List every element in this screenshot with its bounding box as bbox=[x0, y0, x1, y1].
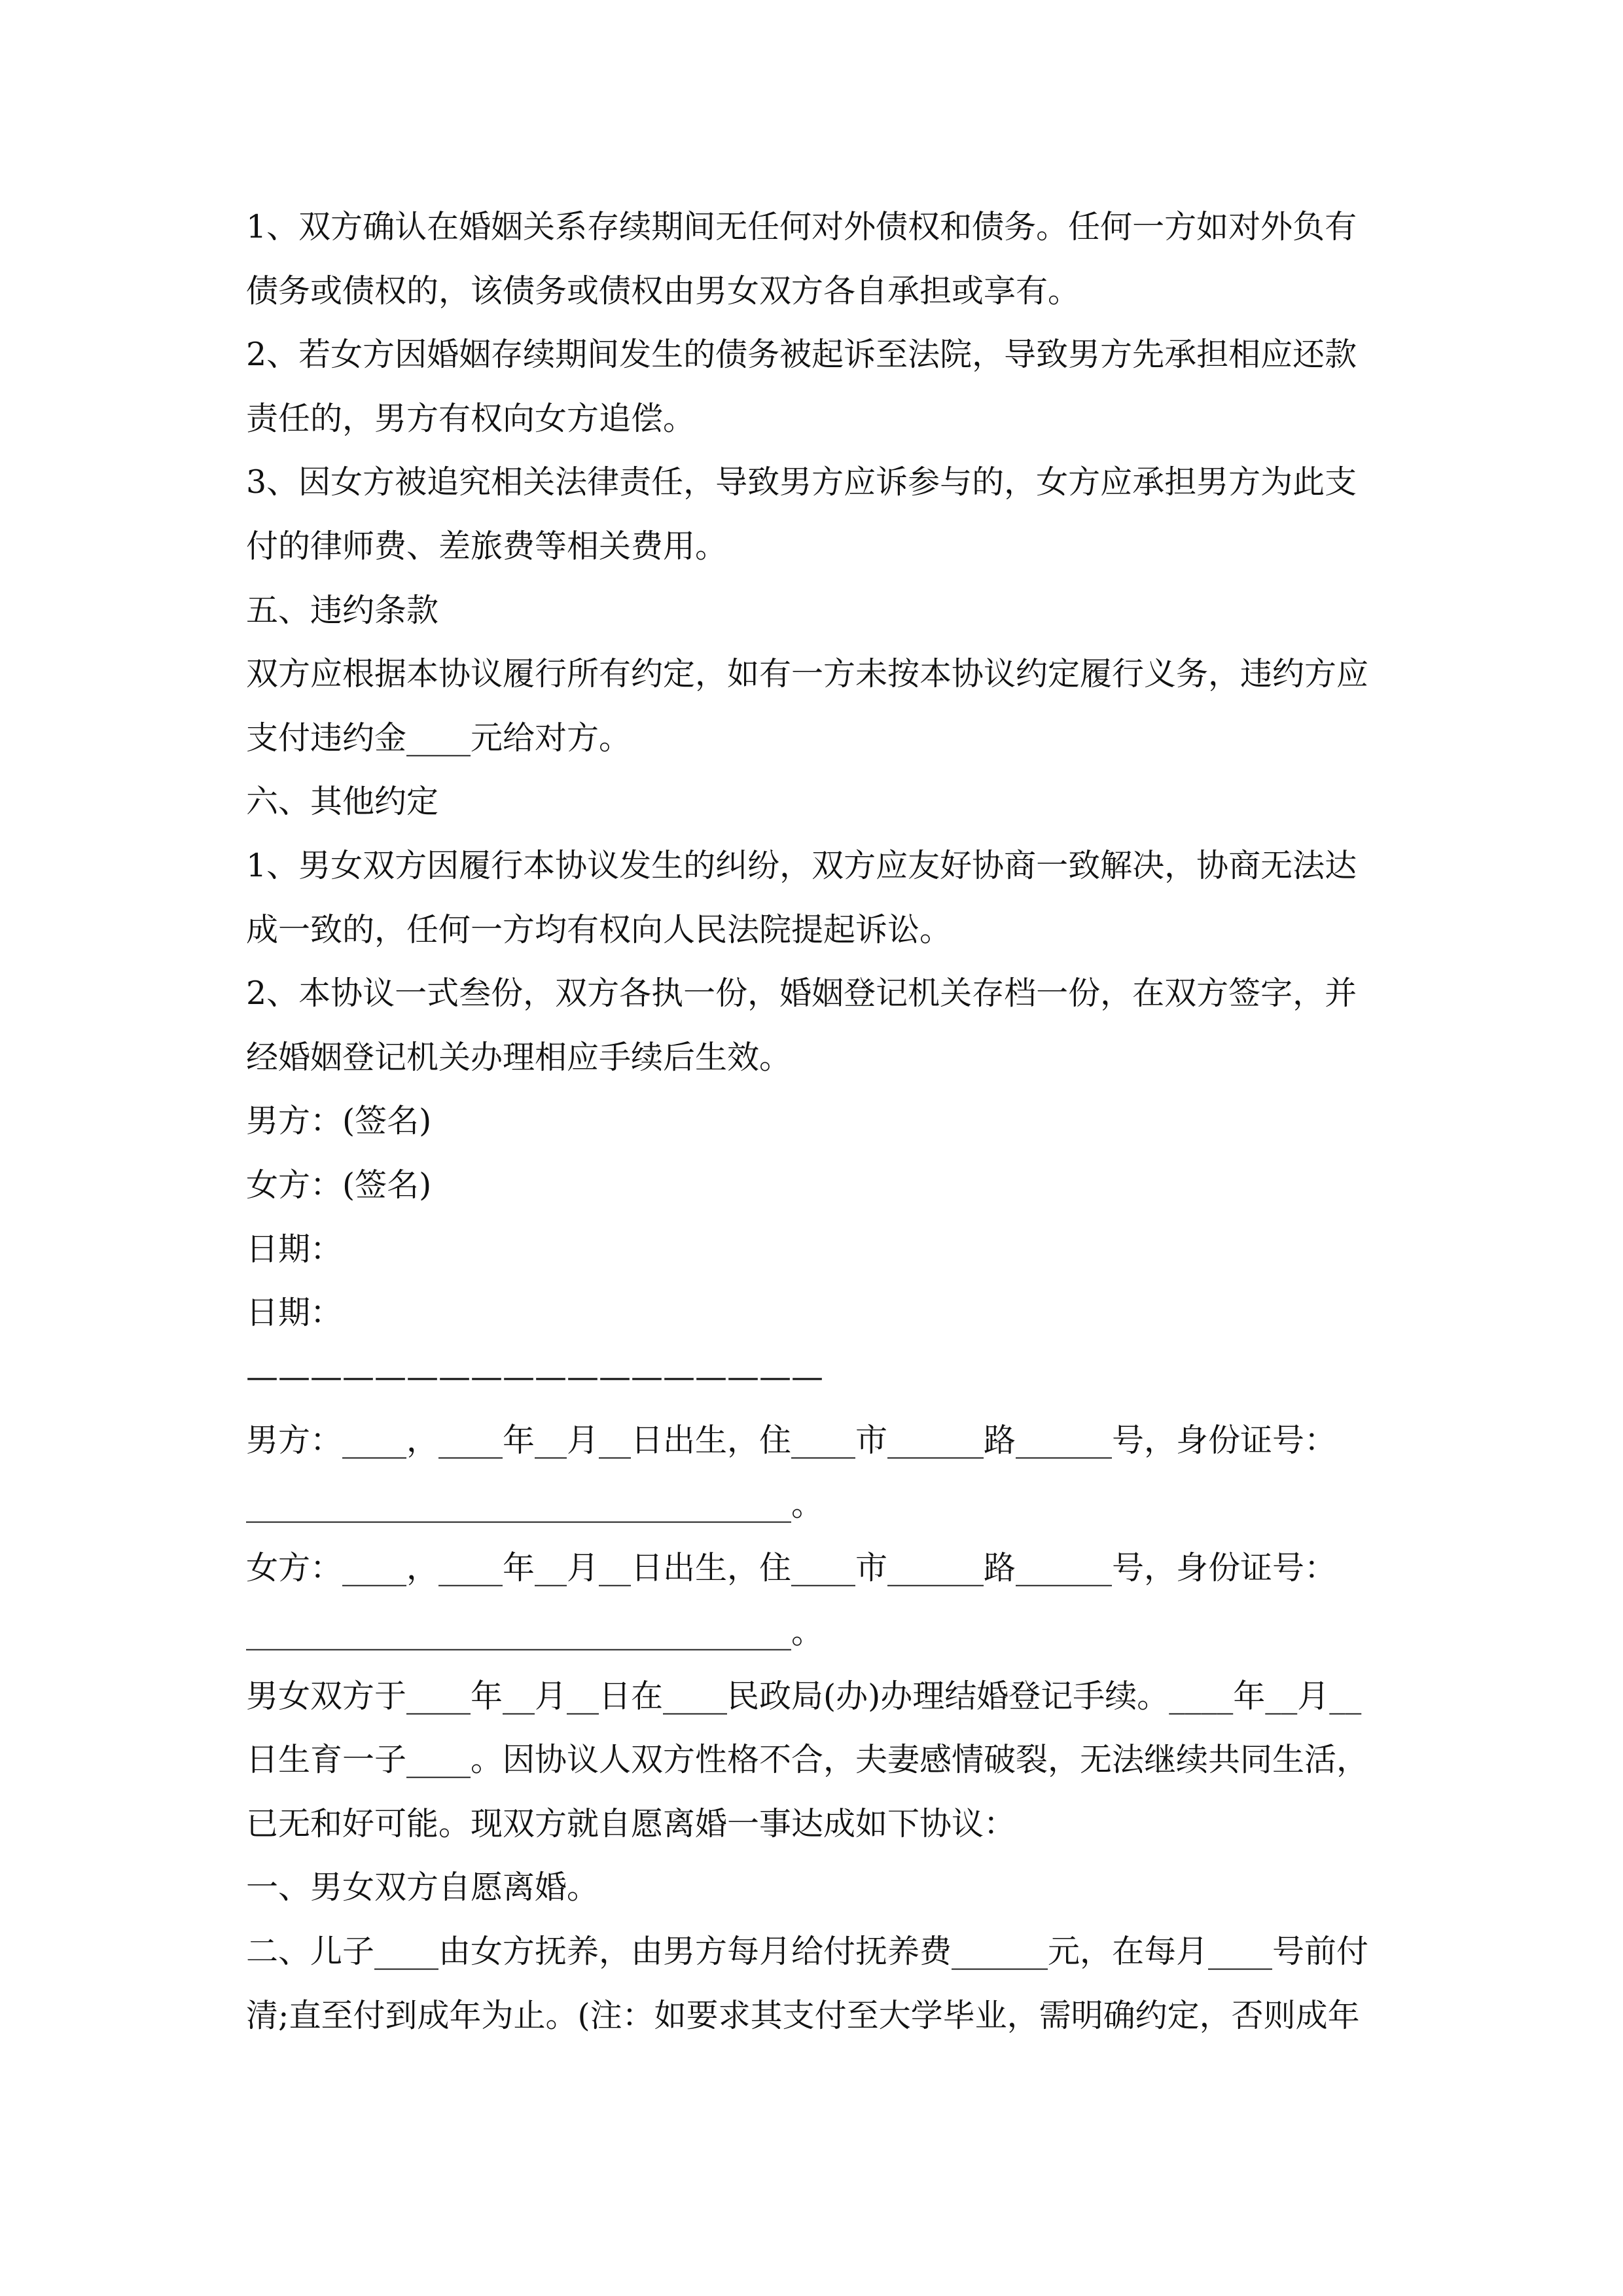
document-line: __________________________________。 bbox=[246, 1485, 823, 1523]
document-line: 1、男女双方因履行本协议发生的纠纷，双方应友好协商一致解决，协商无法达 bbox=[246, 846, 1357, 884]
document-line: 六、其他约定 bbox=[246, 783, 439, 821]
document-line: 双方应根据本协议履行所有约定，如有一方未按本协议约定履行义务，违约方应 bbox=[246, 655, 1369, 693]
document-line: 付的律师费、差旅费等相关费用。 bbox=[246, 527, 728, 565]
document-line: 责任的，男方有权向女方追偿。 bbox=[246, 399, 696, 437]
document-line: 男方：____，____年__月__日出生，住____市______路______号，身份证号： bbox=[246, 1422, 1337, 1460]
document-line: 清;直至付到成年为止。(注：如要求其支付至大学毕业，需明确约定，否则成年 bbox=[246, 1996, 1360, 2034]
document-line: 2、本协议一式叁份，双方各执一份，婚姻登记机关存档一份，在双方签字，并 bbox=[246, 975, 1357, 1013]
document-line: 五、违约条款 bbox=[246, 591, 439, 629]
document-line: 日生育一子____。因协议人双方性格不合，夫妻感情破裂，无法继续共同生活， bbox=[246, 1741, 1369, 1779]
document-line: 男方：(签名) bbox=[246, 1102, 432, 1140]
document-line: 日期： bbox=[246, 1294, 343, 1332]
document-line: 一、男女双方自愿离婚。 bbox=[246, 1869, 599, 1907]
document-line: 男女双方于____年__月__日在____民政局(办)办理结婚登记手续。____年__月__ bbox=[246, 1677, 1362, 1715]
document-line: 女方：(签名) bbox=[246, 1166, 432, 1204]
document-line: 3、因女方被追究相关法律责任，导致男方应诉参与的，女方应承担男方为此支 bbox=[246, 463, 1357, 501]
document-line: 债务或债权的，该债务或债权由男女双方各自承担或享有。 bbox=[246, 272, 1080, 310]
document-line: —————————————————— bbox=[246, 1357, 823, 1395]
document-line: 2、若女方因婚姻存续期间发生的债务被起诉至法院，导致男方先承担相应还款 bbox=[246, 336, 1357, 374]
document-line: __________________________________。 bbox=[246, 1613, 823, 1651]
document-line: 二、儿子____由女方抚养，由男方每月给付抚养费______元，在每月____号前付 bbox=[246, 1933, 1369, 1971]
document-line: 日期： bbox=[246, 1230, 343, 1268]
document-line: 1、双方确认在婚姻关系存续期间无任何对外债权和债务。任何一方如对外负有 bbox=[246, 208, 1357, 245]
document-line: 已无和好可能。现双方就自愿离婚一事达成如下协议： bbox=[246, 1804, 1016, 1842]
document-line: 成一致的，任何一方均有权向人民法院提起诉讼。 bbox=[246, 910, 952, 948]
document-line: 经婚姻登记机关办理相应手续后生效。 bbox=[246, 1038, 792, 1076]
document-page bbox=[246, 195, 1398, 2047]
document-line: 支付违约金____元给对方。 bbox=[246, 719, 632, 757]
document-line: 女方：____，____年__月__日出生，住____市______路______号，身份证号： bbox=[246, 1549, 1337, 1587]
